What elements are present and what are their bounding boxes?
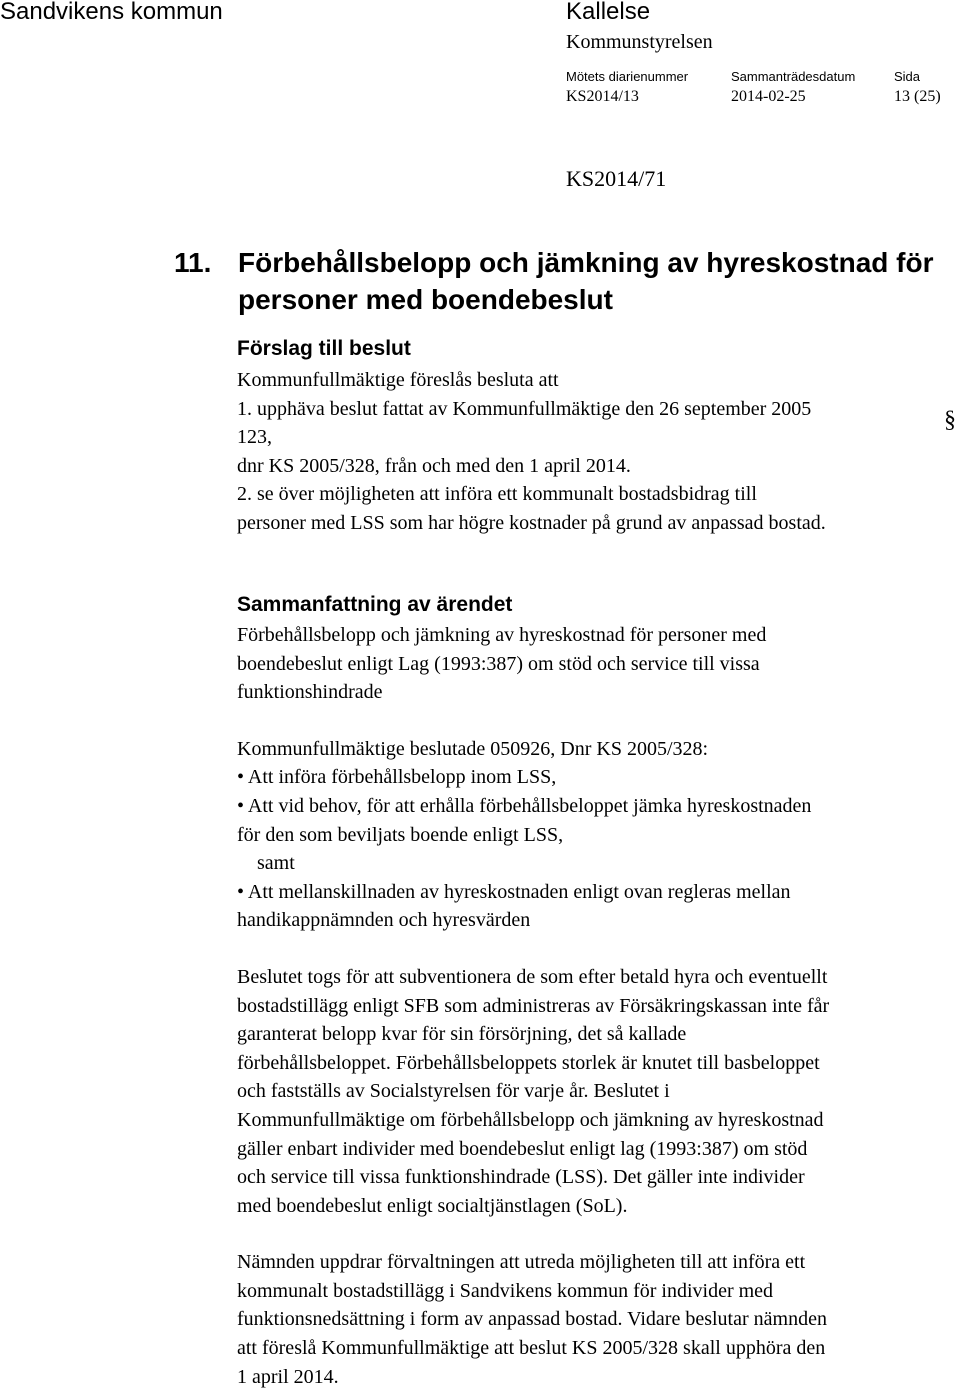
assignment-paragraph-line: 1 april 2014. [237,1365,339,1388]
decision-bullet-cont: handikappnämnden och hyresvärden [237,909,531,932]
proposal-intro: Kommunfullmäktige föreslås besluta att [237,369,559,391]
assignment-paragraph-line: Nämnden uppdrar förvaltningen att utreda möjligheten till att införa ett [237,1251,806,1274]
agenda-item-number: 11. [174,247,212,278]
proposal-item-2-cont: personer med LSS som har högre kostnader på grund av anpassad bostad. [237,511,826,534]
agenda-item-title-line: Förbehållsbelopp och jämkning av hyreskostnad för [238,247,934,278]
background-paragraph-line: garanterat belopp kvar för sin försörjning, det så kallade [237,1023,687,1046]
proposal-section [237,334,960,538]
committee-name: Kommunstyrelsen [566,31,713,53]
background-paragraph-line: bostadstillägg enligt SFB som administreras av Försäkringskassan inte får [237,994,830,1017]
case-number: KS2014/71 [566,166,667,191]
agenda-item-title [238,244,933,318]
proposal-item-1-cont: dnr KS 2005/328, från och med den 1 april 2014. [237,454,631,477]
summary-paragraph-line: boendebeslut enligt Lag (1993:387) om stöd och service till vissa [237,652,760,675]
meeting-date-value: 2014-02-25 [731,88,806,105]
meeting-date-label: Sammanträdesdatum [731,69,856,84]
proposal-item-2: 2. se över möjligheten att införa ett kommunalt bostadsbidrag till [237,483,757,506]
meeting-number-value: KS2014/13 [566,88,639,105]
background-paragraph-line: Beslutet togs för att subventionera de som efter betald hyra och eventuellt [237,965,828,988]
background-paragraph-line: Kommunfullmäktige om förbehållsbelopp och jämkning av hyreskostnad [237,1108,824,1131]
summary-section [237,590,960,1391]
document-type: Kallelse [566,0,651,25]
proposal-heading: Förslag till beslut [237,337,411,360]
decision-intro: Kommunfullmäktige beslutade 050926, Dnr KS 2005/328: [237,737,709,760]
page-value: 13 (25) [894,88,941,105]
background-paragraph-line: gäller enbart individer med boendebeslut enligt lag (1993:387) om stöd [237,1137,808,1160]
background-paragraph-line: och fastställs av Socialstyrelsen för varje år. Beslutet i [237,1080,670,1103]
summary-heading: Sammanfattning av ärendet [237,593,513,616]
decision-bullet: • Att mellanskillnaden av hyreskostnaden enligt ovan regleras mellan [237,880,791,903]
decision-bullet: • Att vid behov, för att erhålla förbehållsbeloppet jämka hyreskostnaden [237,794,812,817]
proposal-item-1-cont: 123, [237,426,272,449]
section-mark: § [944,407,956,433]
page-label: Sida [894,69,921,84]
background-paragraph-line: förbehållsbeloppet. Förbehållsbeloppets storlek är knutet till basbeloppet [237,1051,820,1074]
assignment-paragraph-line: kommunalt bostadstillägg i Sandvikens kommun för individer med [237,1279,774,1302]
decision-bullet-cont: för den som beviljats boende enligt LSS, [237,823,564,846]
summary-paragraph-line: Förbehållsbelopp och jämkning av hyreskostnad för personer med [237,624,767,646]
agenda-item-title-line: personer med boendebeslut [238,284,613,315]
decision-bullet: • Att införa förbehållsbelopp inom LSS, [237,766,557,789]
summary-paragraph-line: funktionshindrade [237,681,383,704]
background-paragraph-line: och service till vissa funktionshindrade (LSS). Det gäller inte individer [237,1166,805,1189]
assignment-paragraph-line: funktionsnedsättning i form av anpassad bostad. Vidare beslutar nämnden [237,1308,827,1331]
background-paragraph-line: med boendebeslut enligt socialtjänstlagen (SoL). [237,1194,628,1217]
organization-name: Sandvikens kommun [0,0,223,25]
decision-bullet-cont: samt [257,852,295,875]
assignment-paragraph-line: att föreslå Kommunfullmäktige att beslut KS 2005/328 skall upphöra den [237,1337,826,1360]
meeting-number-label: Mötets diarienummer [566,69,689,84]
proposal-item-1: 1. upphäva beslut fattat av Kommunfullmäktige den 26 september 2005 [237,397,812,420]
